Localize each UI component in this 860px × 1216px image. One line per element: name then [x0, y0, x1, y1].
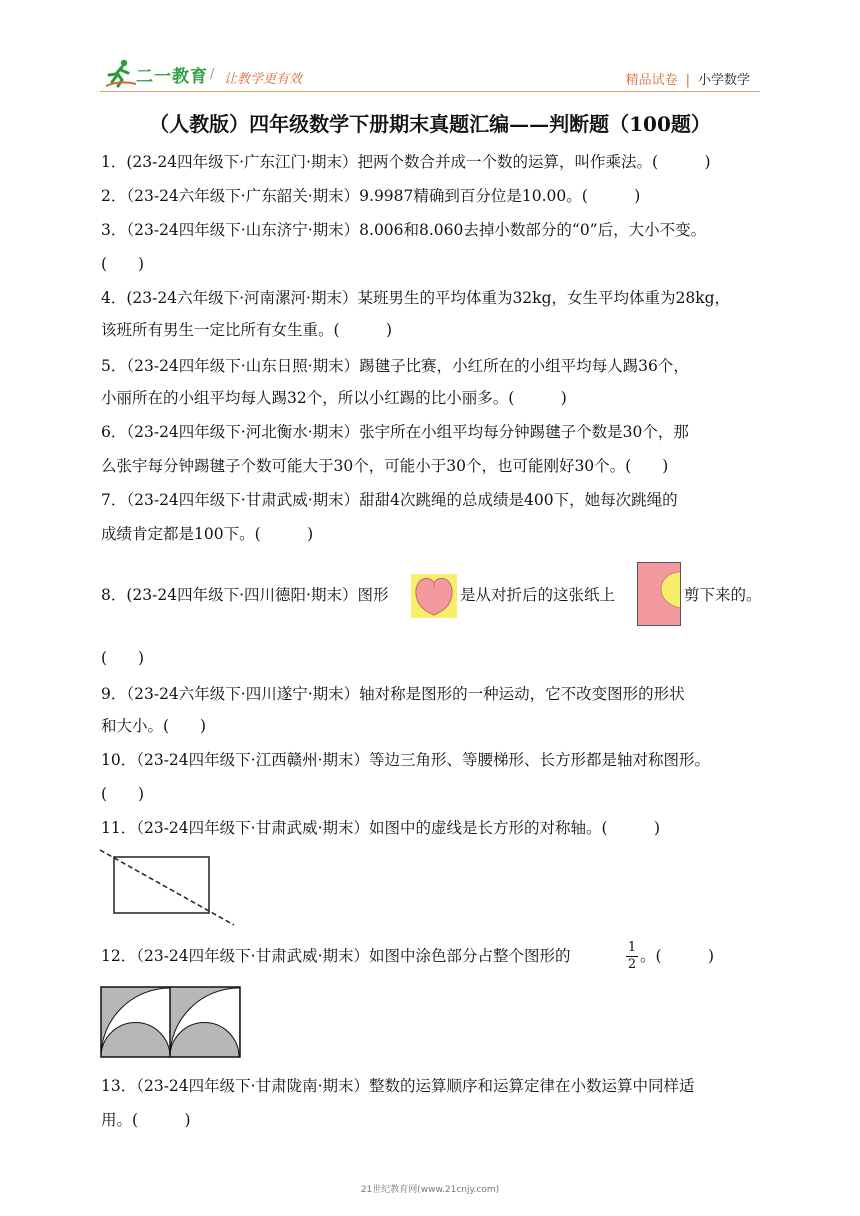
question-line: 是从对折后的这张纸上 [460, 586, 616, 604]
answer-bracket: ( ) [101, 255, 145, 273]
running-man-logo-icon [104, 58, 138, 88]
question-line: 小丽所在的小组平均每人踢32个，所以小红踢的比小丽多。( ) [101, 389, 567, 407]
page-title: （人教版）四年级数学下册期末真题汇编——判断题（100题） [149, 112, 711, 136]
answer-bracket: ( ) [101, 649, 145, 667]
question-line: 该班所有男生一定比所有女生重。( ) [101, 321, 393, 339]
fraction-numerator: 1 [627, 940, 637, 955]
brand-separator: | [685, 73, 690, 88]
question-line: 和大小。( ) [101, 717, 207, 735]
question-line: 2．（23-24六年级下·广东韶关·期末）9.9987精确到百分位是10.00。( ) [101, 187, 641, 205]
question-line: 9．（23-24六年级下·四川遂宁·期末）轴对称是图形的一种运动，它不改变图形的形状 [101, 685, 685, 703]
shaded-arcs-figure [100, 986, 242, 1058]
page-footer: 21世纪教育网(www.21cnjy.com) [360, 1185, 500, 1195]
question-line: 剪下来的。 [684, 586, 762, 604]
question-line: 8．(23-24四年级下·四川德阳·期末）图形 [101, 586, 389, 604]
question-line: 12．（23-24四年级下·甘肃武威·期末）如图中涂色部分占整个图形的 [101, 947, 571, 965]
question-line: 1．(23-24四年级下·广东江门·期末）把两个数合并成一个数的运算，叫作乘法。( ) [101, 153, 711, 171]
slogan: 让教学更有效 [224, 72, 303, 87]
answer-bracket: ( ) [101, 785, 145, 803]
question-line: 么张宇每分钟踢毽子个数可能大于30个，可能小于30个，也可能刚好30个。( ) [101, 457, 669, 475]
question-line: 4．(23-24六年级下·河南漯河·期末）某班男生的平均体重为32kg，女生平均体重为28kg， [101, 289, 731, 307]
logo-text: 二一教育 [136, 67, 208, 87]
question-line: 11．（23-24四年级下·甘肃武威·期末）如图中的虚线是长方形的对称轴。( ) [101, 819, 661, 837]
question-line: 13．（23-24四年级下·甘肃陇南·期末）整数的运算顺序和运算定律在小数运算中同样适 [101, 1077, 695, 1095]
question-line: 成绩肯定都是100下。( ) [101, 525, 314, 543]
peach-shape-icon [411, 574, 457, 618]
page-header [100, 58, 760, 98]
question-line: 7．（23-24四年级下·甘肃武威·期末）甜甜4次跳绳的总成绩是400下，她每次跳绳的 [101, 491, 678, 509]
header-divider [100, 91, 760, 92]
rectangle-diagonal-figure [98, 846, 238, 928]
fraction-denominator: 2 [627, 957, 637, 972]
question-line: 用。( ) [101, 1111, 191, 1129]
subject-label: 小学数学 [697, 73, 750, 88]
fraction-one-half [626, 941, 638, 972]
brand-label [626, 69, 750, 88]
brand-name: 精品试卷 [625, 73, 678, 88]
header-slash: / [210, 67, 215, 82]
question-line: 5．（23-24四年级下·山东日照·期末）踢毽子比赛，小红所在的小组平均每人踢36个， [101, 357, 689, 375]
question-line: 10．（23-24四年级下·江西赣州·期末）等边三角形、等腰梯形、长方形都是轴对称图形。 [101, 751, 711, 769]
question-line: 。( ) [640, 947, 715, 965]
question-line: 3．（23-24四年级下·山东济宁·期末）8.006和8.060去掉小数部分的“0”后，大小不变。 [101, 221, 707, 239]
question-line: 6．（23-24四年级下·河北衡水·期末）张宇所在小组平均每分钟踢毽子个数是30个，那 [101, 423, 689, 441]
folded-paper-icon [637, 562, 681, 626]
